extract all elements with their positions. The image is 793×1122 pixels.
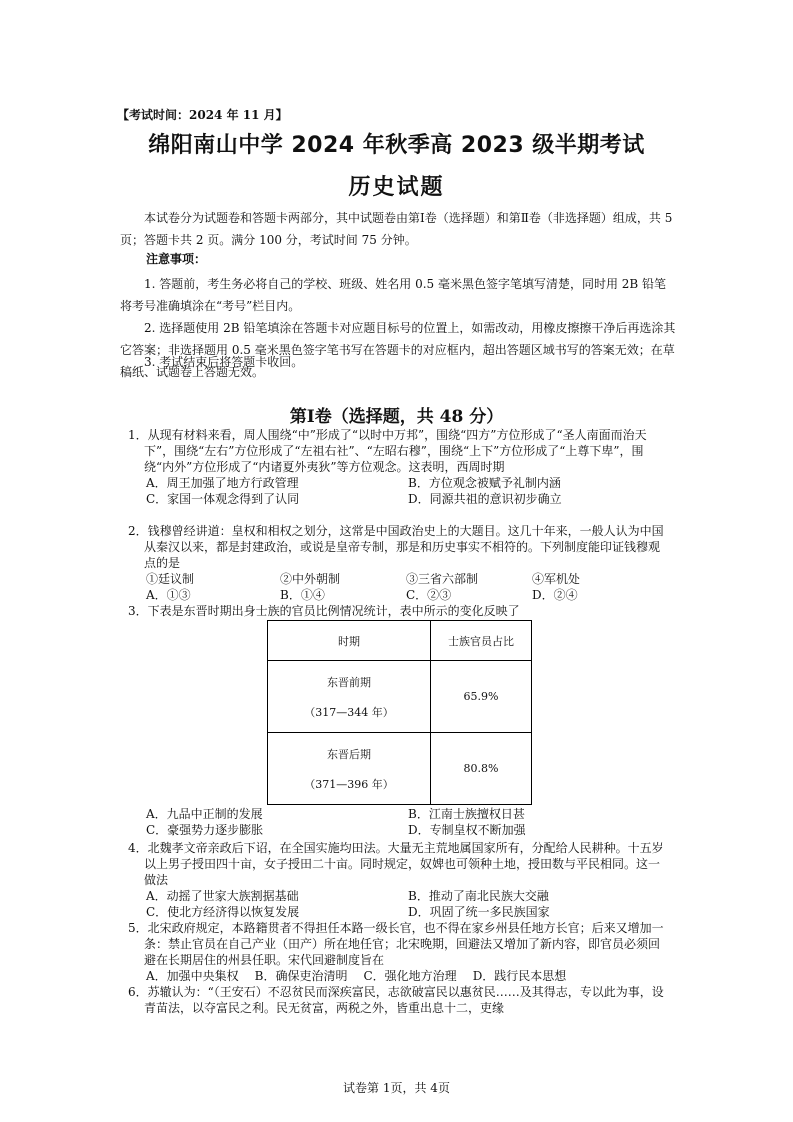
option-b: B．①④ — [280, 588, 325, 602]
question-stem: 3．下表是东晋时期出身士族的官员比例情况统计，表中所示的变化反映了 — [128, 604, 520, 618]
table-header-ratio: 士族官员占比 — [431, 621, 532, 661]
notice-item-2: 2. 选择题使用 2B 铅笔填涂在答题卡对应题目标号的位置上，如需改动，用橡皮擦擦干净后再选涂其它答案；非选择题用 0.5 毫米黑色签字笔书写在答题卡的对应框内，超出答题区域书写的答案无效；在草稿纸、试题卷上答题无效。 — [120, 321, 676, 379]
option-c: C．②③ — [406, 588, 452, 602]
question-2 — [128, 523, 668, 603]
option-d: D．专制皇权不断加强 — [408, 823, 526, 837]
option-c: C．强化地方治理 — [363, 969, 457, 983]
option-d: D．同源共祖的意识初步确立 — [408, 492, 562, 506]
exam-time: 【考试时间：2024 年 11 月】 — [117, 108, 288, 122]
option-d: D．践行民本思想 — [472, 969, 567, 983]
option-d: D．②④ — [532, 588, 578, 602]
question-4 — [128, 840, 668, 920]
notice-item-1: 1. 答题前，考生务必将自己的学校、班级、姓名用 0.5 毫米黑色签字笔填写清楚，同时用 2B 铅笔将考号准确填涂在“考号”栏目内。 — [120, 277, 667, 313]
subject-title: 历史试题 — [348, 175, 445, 200]
option-c: C．使北方经济得以恢复发展 — [146, 905, 300, 919]
notice-heading: 注意事项： — [146, 252, 207, 266]
option-b: B．方位观念被赋予礼制内涵 — [408, 476, 561, 490]
question-stem: 6．苏辙认为：“（王安石）不忍贫民而深疾富民，志欲破富民以惠贫民……及其得志，专以此为事，设青苗法，以夺富民之利。民无贫富，两税之外，皆重出息十二，吏缘 — [128, 985, 664, 1015]
option-a: A．加强中央集权 — [146, 969, 239, 983]
notice-item-3: 3. 考试结束后将答题卡收回。 — [144, 355, 304, 369]
option-c: C．豪强势力逐步膨胀 — [146, 823, 264, 837]
option-b: B．确保吏治清明 — [254, 969, 348, 983]
item-1: ①廷议制 — [146, 572, 195, 586]
option-d: D．巩固了统一多民族国家 — [408, 905, 550, 919]
table-header-period: 时期 — [268, 621, 431, 661]
option-a: A．九品中正制的发展 — [146, 807, 263, 821]
question-stem: 2．钱穆曾经讲道：皇权和相权之划分，这常是中国政治史上的大题目。这几十年来，一般人认为中国从秦汉以来，都是封建政治，或说是皇帝专制，那是和历史事实不相符的。下列制度能印证钱穆观点的是 — [128, 524, 664, 570]
item-3: ③三省六部制 — [406, 572, 479, 586]
question-1 — [128, 427, 668, 507]
option-b: B．推动了南北民族大交融 — [408, 889, 549, 903]
option-a: A．动摇了世家大族割据基础 — [146, 889, 299, 903]
question-stem: 4．北魏孝文帝亲政后下诏，在全国实施均田法。大量无主荒地属国家所有，分配给人民耕种。十五岁以上男子授田四十亩，女子授田二十亩。同时规定，奴婢也可领种土地，授田数与平民相同。这一做法 — [128, 841, 664, 887]
exam-title: 绵阳南山中学 2024 年秋季高 2023 级半期考试 — [148, 133, 645, 158]
question-3-options — [128, 806, 668, 838]
question-stem: 5．北宋政府规定，本路籍贯者不得担任本路一级长官，也不得在家乡州县任地方长官；后来又增加一条：禁止官员在自己产业（田产）所在地任官；北宋晚期，回避法又增加了新内容，即官员必须回避在长期居住的州县任职。宋代回避制度旨在 — [128, 921, 664, 967]
question-6 — [128, 984, 668, 1016]
question-5 — [128, 920, 668, 984]
item-4: ④军机处 — [532, 572, 581, 586]
question-stem: 1．从现有材料来看，周人围绕“中”形成了“以时中万邦”，围绕“四方”方位形成了“圣人南面而治天下”，围绕“左右”方位形成了“左祖右社”、“左昭右穆”，围绕“上下”方位形成了“上尊下卑”，围绕“内外”方位形成了“内诸夏外夷狄”等方位观念。这表明，西周时期 — [128, 428, 647, 474]
question-3 — [128, 603, 668, 619]
intro-paragraph: 本试卷分为试题卷和答题卡两部分，其中试题卷由第Ⅰ卷（选择题）和第Ⅱ卷（非选择题）组成，共 5 页；答题卡共 2 页。满分 100 分，考试时间 75 分钟。 — [120, 211, 673, 247]
option-a: A．①③ — [146, 588, 191, 602]
table-cell-ratio: 65.9% — [431, 661, 532, 733]
page-footer: 试卷第 1页，共 4页 — [343, 1081, 450, 1095]
table-cell-period: 东晋后期 （371—396 年） — [268, 733, 431, 805]
table-cell-ratio: 80.8% — [431, 733, 532, 805]
item-2: ②中外朝制 — [280, 572, 341, 586]
option-b: B．江南士族擅权日甚 — [408, 807, 525, 821]
official-ratio-table — [267, 620, 532, 805]
option-a: A．周王加强了地方行政管理 — [146, 476, 299, 490]
option-c: C．家国一体观念得到了认同 — [146, 492, 300, 506]
section-title: 第Ⅰ卷（选择题，共 48 分） — [289, 407, 504, 427]
table-cell-period: 东晋前期 （317—344 年） — [268, 661, 431, 733]
